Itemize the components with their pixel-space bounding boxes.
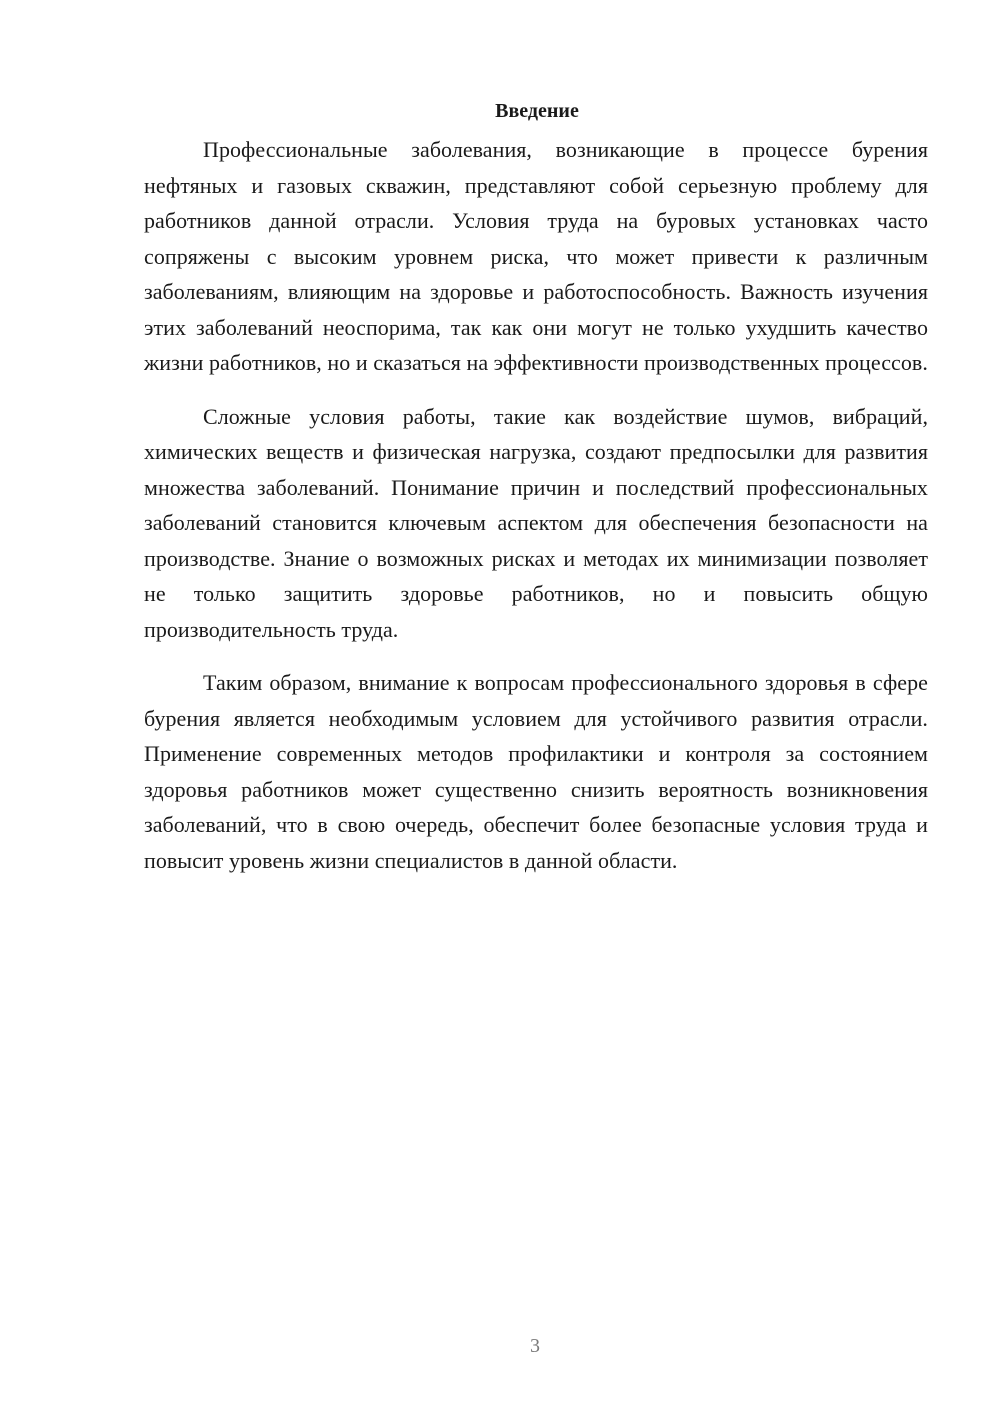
paragraph-2: Сложные условия работы, такие как воздействие шумов, вибраций, химических веществ и физическая нагрузка, создают предпосылки для развития множества заболеваний. Понимание причин и последствий профессиональных заболеваний становится ключевым аспектом для обеспечения безопасности на производстве. Знание о возможных рисках и методах их минимизации позволяет не только защитить здоровье работников, но и повысить общую производительность труда. xyxy=(144,403,928,642)
page-content xyxy=(144,96,928,896)
section-heading: Введение xyxy=(495,100,579,122)
page-number: 3 xyxy=(530,1335,540,1357)
paragraph-1: Профессиональные заболевания, возникающие в процессе бурения нефтяных и газовых скважин, представляют собой серьезную проблему для работников данной отрасли. Условия труда на буровых установках часто сопряжены с высоким уровнем риска, что может привести к различным заболеваниям, влияющим на здоровье и работоспособность. Важность изучения этих заболеваний неоспорима, так как они могут не только ухудшить качество жизни работников, но и сказаться на эффективности производственных процессов. xyxy=(144,137,928,375)
paragraph-3: Таким образом, внимание к вопросам профессионального здоровья в сфере бурения является необходимым условием для устойчивого развития отрасли. Применение современных методов профилактики и контроля за состоянием здоровья работников может существенно снизить вероятность возникновения заболеваний, что в свою очередь, обеспечит более безопасные условия труда и повысит уровень жизни специалистов в данной области. xyxy=(144,670,928,873)
